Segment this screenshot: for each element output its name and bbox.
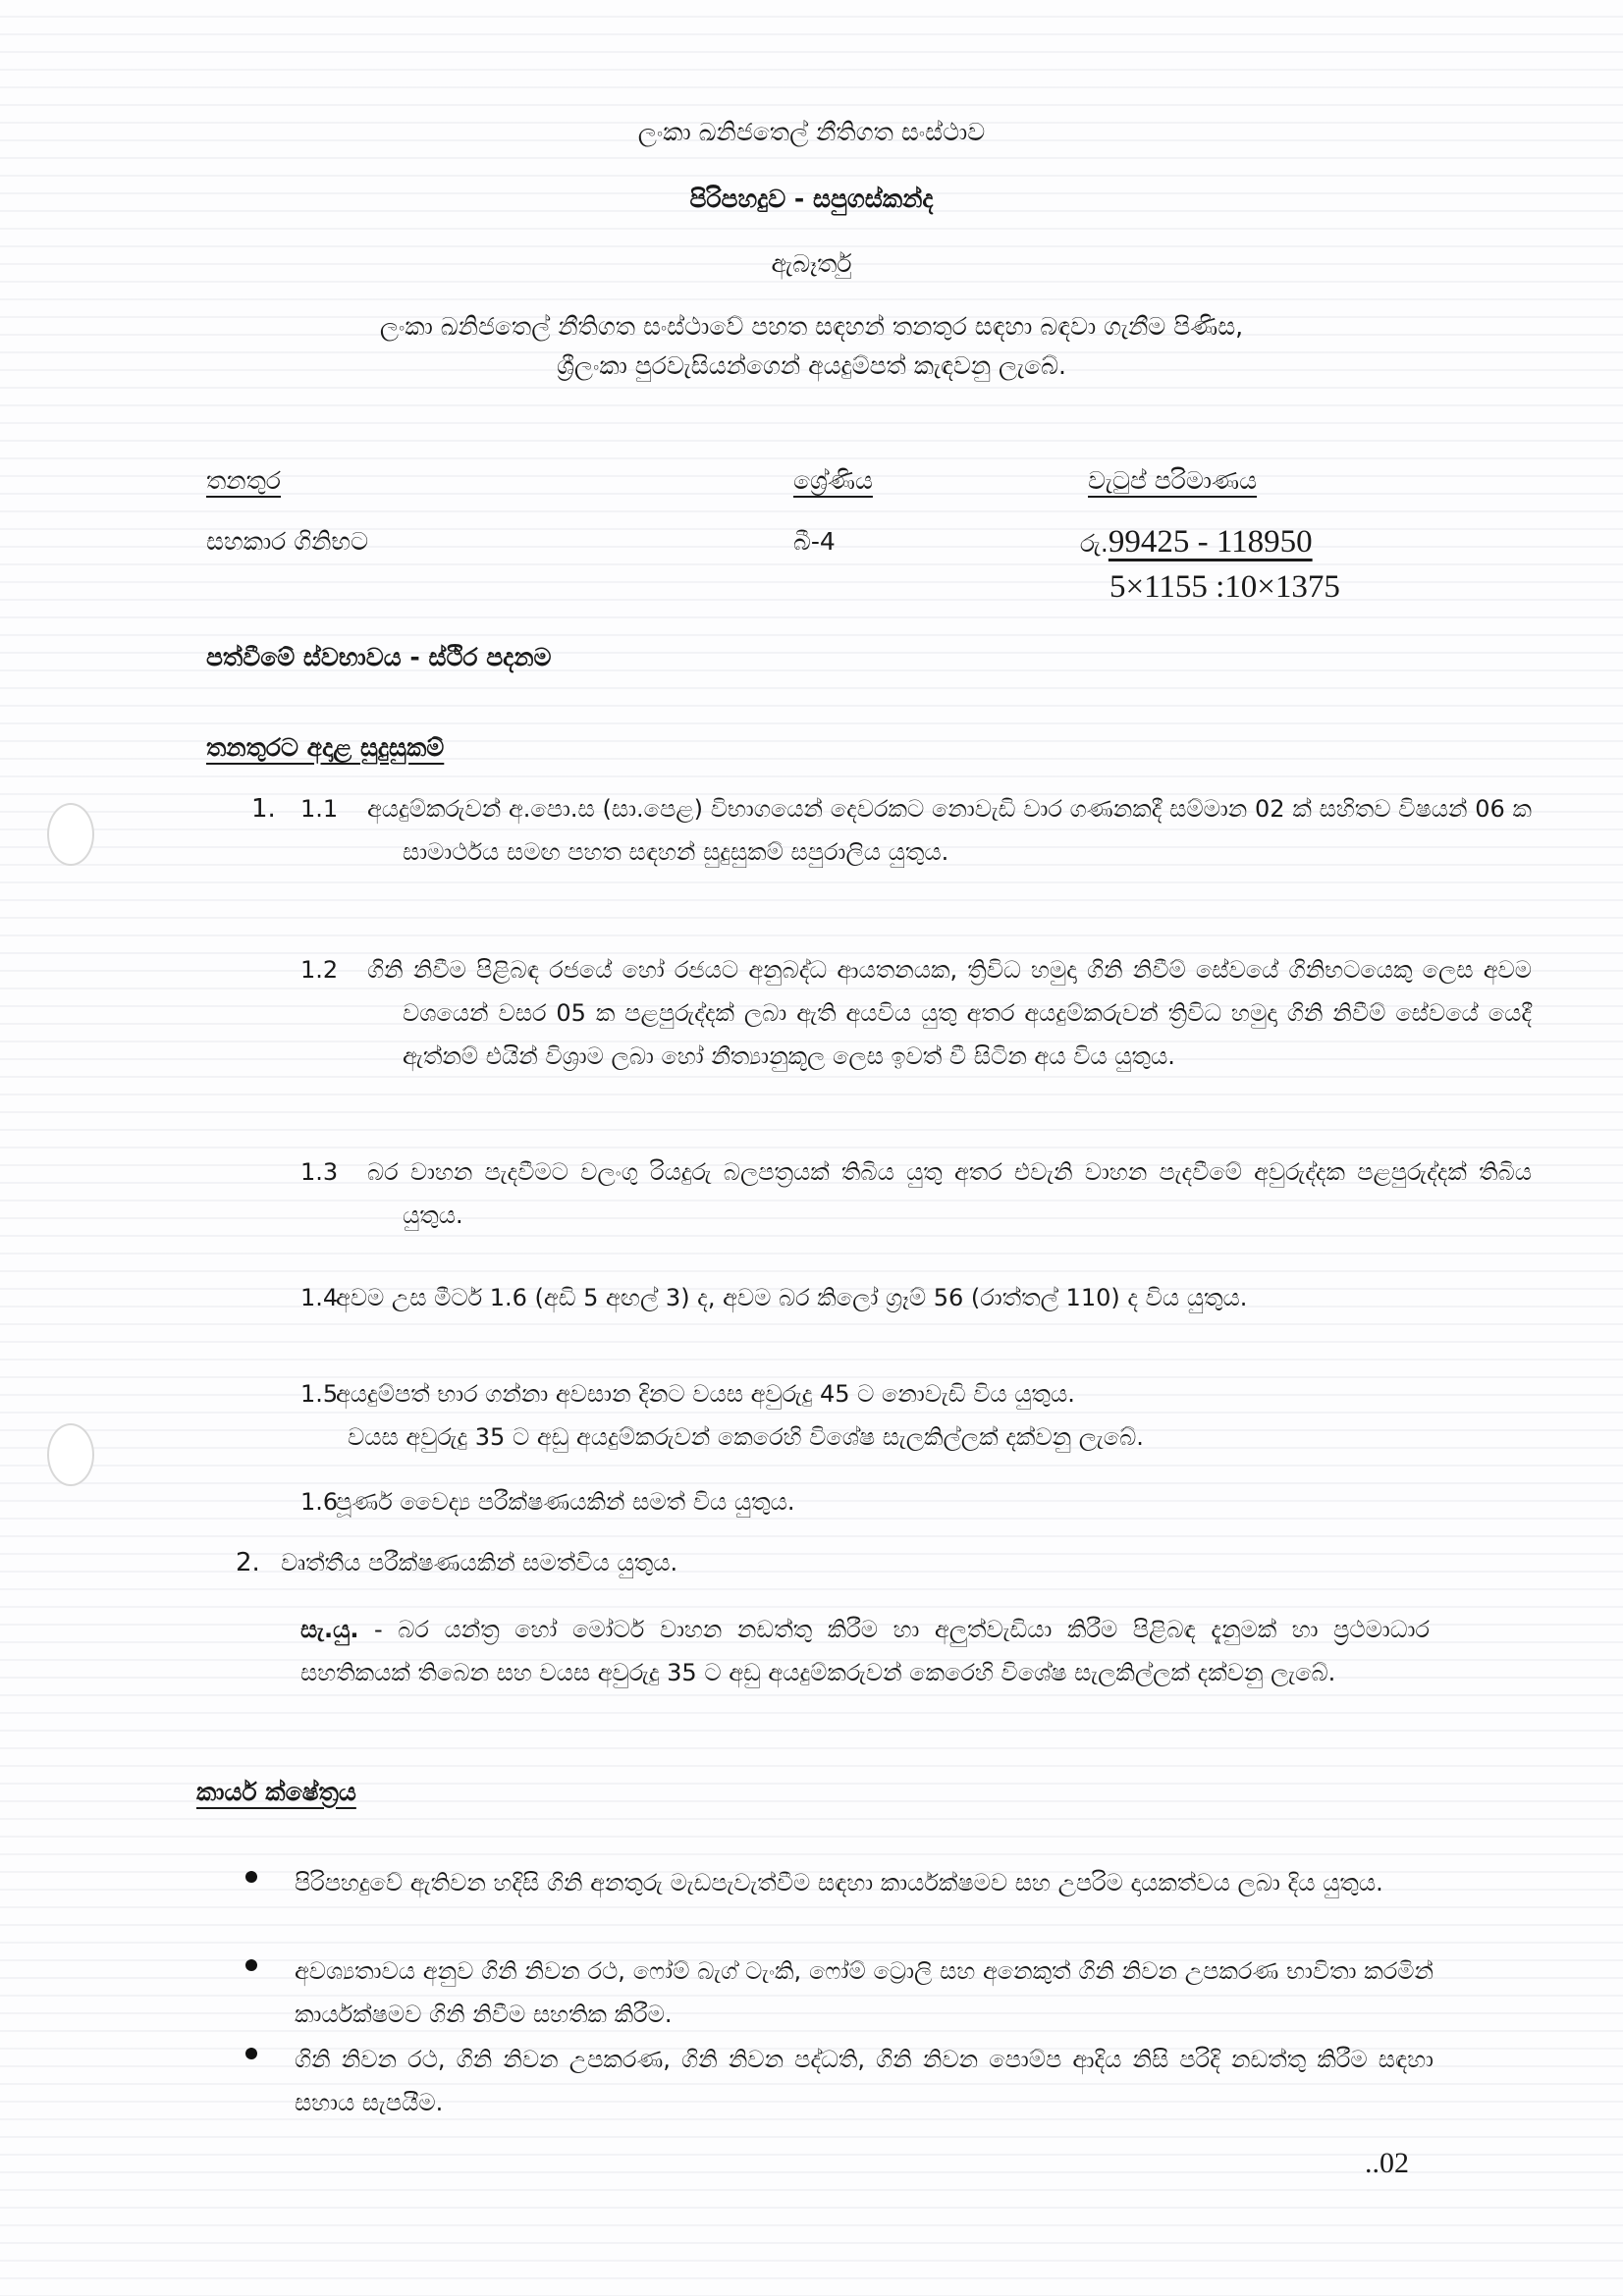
bullet-icon: [245, 1959, 257, 1971]
duties-title: කාර්ය ක්ෂේත්‍රය: [196, 1778, 356, 1806]
q1-3-number: 1.3: [300, 1158, 339, 1186]
item-2-number: 2.: [236, 1548, 260, 1577]
q1-1-number: 1.1: [300, 795, 339, 823]
qualification-1-6: [300, 1480, 1439, 1523]
salary-prefix: රු.: [1080, 529, 1109, 558]
col-grade-header: ශ්‍රේණිය: [793, 466, 873, 495]
q1-3-text: බර වාහන පැදවීමට වලංගු රියදුරු බලපත්‍රයක් තිබිය යුතු අතර එවැනි වාහන පැදවීමේ අවුරුද්දක පළපුරුද්දක් තිබිය යුතුය.: [367, 1158, 1532, 1229]
punch-hole: [47, 1423, 94, 1486]
duty-item: [245, 2038, 1434, 2124]
item-1-number: 1.: [251, 794, 276, 824]
vacancy-heading: ඇබෑර්තු: [771, 249, 852, 278]
q1-5-text-b: වයස අවුරුදු 35 ට අඩු අයදුම්කරුවන් කෙරෙහි විශේෂ සැලකිල්ලක් දක්වනු ලැබේ.: [348, 1423, 1144, 1451]
division-name: පිරිපහදුව - සපුගස්කන්ද: [689, 185, 934, 213]
salary-range: 99425 - 118950: [1108, 524, 1313, 560]
q1-1-text: අයදුම්කරුවන් අ.පො.ස (සා.පෙළ) විභාගයෙන් දෙවරකට නොවැඩි වාර ගණනකදී සම්මාන 02 ක් සහිතව විෂයන් 06 ක සාමාර්ථය සමඟ පහත සඳහන් සුදුසුකම් සපුරාලිය යුතුය.: [367, 795, 1532, 866]
appointment-nature: පත්වීමේ ස්වභාවය - ස්ථිර පදනම: [206, 643, 552, 671]
org-name: ලංකා ඛනිජතෙල් නීතිගත සංස්ථාව: [637, 118, 986, 146]
special-note: [300, 1608, 1430, 1694]
qualifications-title: තනතුරට අදාළ සුදුසුකම්: [206, 733, 445, 762]
q1-2-text: ගිනි නිවීම පිළිබඳ රජයේ හෝ රජයට අනුබද්ධ ආයතනයක, ත්‍රිවිධ හමුදා ගිනි නිවීම් සේවයේ ගිනිභටයෙකු ලෙස අවම වශයෙන් වසර 05 ක පළපුරුද්දක් ලබා ඇති අයවිය යුතු අතර අයදුම්කරුවන් ත්‍රිවිධ හමුදා ගිනි නිවීම් සේවයේ යෙදී ඇත්නම් එයින් විශ්‍රාම ලබා හෝ නීත්‍යානුකූල ලෙස ඉවත් වී සිටින අය විය යුතුය.: [367, 956, 1532, 1070]
note-text: - බර යන්ත්‍ර හෝ මෝටර් වාහන නඩත්තු කිරීම හා අලුත්වැඩියා කිරීම පිළිබඳ දැනුමක් හා ප්‍රථමාධාර සහතිකයක් තිබෙන සහ වයස අවුරුදු 35 ට අඩු අයදුම්කරුවන් කෙරෙහි විශේෂ සැලකිල්ලක් දක්වනු ලැබේ.: [300, 1616, 1430, 1686]
duty-text: පිරිපහදුවේ ඇතිවන හදිසි ගිනි අනතුරු මැඩපැවැත්වීම සඳහා කාර්යක්ෂමව සහ උපරිම දායකත්වය ලබා දිය යුතුය.: [295, 1869, 1383, 1896]
salary-steps: 5×1155 :10×1375: [1109, 569, 1340, 605]
page-continuation: ..02: [1365, 2147, 1409, 2179]
bullet-icon: [245, 1871, 257, 1883]
q1-4-text: අවම උස මීටර් 1.6 (අඩි 5 අඟල් 3) ද, අවම බර කිලෝ ග්‍රෑම් 56 (රාත්තල් 110) ද විය යුතුය.: [336, 1284, 1248, 1311]
intro-line-2: ශ්‍රීලංකා පුරවැසියන්ගෙන් අයදුම්පත් කැඳවනු ලැබේ.: [557, 351, 1066, 380]
post-title: සහකාර ගිනිභට: [206, 527, 369, 556]
note-label: සැ.යු.: [300, 1616, 359, 1643]
col-post-header: තනතුර: [206, 466, 282, 495]
punch-hole: [47, 803, 94, 866]
duty-item: [245, 1949, 1434, 2036]
intro-line-1: ලංකා ඛනිජතෙල් නීතිගත සංස්ථාවේ පහත සඳහන් තනතුර සඳහා බඳවා ගැනීම පිණිස,: [379, 312, 1244, 341]
duty-item: [245, 1861, 1434, 1904]
post-grade: බී-4: [793, 527, 836, 556]
salary-scale: [1080, 520, 1313, 565]
item-2-text: වෘත්තීය පරීක්ෂණයකින් සමත්විය යුතුය.: [281, 1549, 678, 1576]
q1-5-text-a: අයදුම්පත් භාර ගන්නා අවසාන දිනට වයස අවුරුදු 45 ට නොවැඩි විය යුතුය.: [336, 1380, 1075, 1408]
qualification-1-3: [300, 1150, 1532, 1237]
col-salary-header: වැටුප් පරිමාණය: [1088, 466, 1258, 495]
duty-text: අවශ්‍යතාවය අනුව ගිනි නිවන රථ, ෆෝම් බැග් ටැංකි, ෆෝම් ට්‍රොලි සහ අනෙකුත් ගිනි නිවන උපකරණ භාවිතා කරමින් කාර්යක්ෂමව ගිනි නිවීම සහතික කිරීම.: [295, 1957, 1434, 2028]
qualification-1-1: [300, 787, 1532, 874]
qualification-1-4: [300, 1276, 1439, 1319]
bullet-icon: [245, 2048, 257, 2059]
duty-text: ගිනි නිවන රථ, ගිනි නිවන උපකරණ, ගිනි නිවන පද්ධති, ගිනි නිවන පොම්ප ආදිය නිසි පරිදි නඩත්තු කිරීම සඳහා සහාය සැපයීම.: [295, 2046, 1434, 2116]
q1-2-number: 1.2: [300, 956, 339, 984]
qualification-1-2: [300, 948, 1532, 1078]
q1-6-text: පූර්ණ වෛද්‍ය පරීක්ෂණයකින් සමත් විය යුතුය.: [336, 1488, 795, 1516]
qualification-1-5: [300, 1372, 1439, 1459]
q1-4-number: 1.4: [300, 1284, 339, 1311]
q1-6-number: 1.6: [300, 1488, 339, 1516]
q1-5-number: 1.5: [300, 1380, 339, 1408]
